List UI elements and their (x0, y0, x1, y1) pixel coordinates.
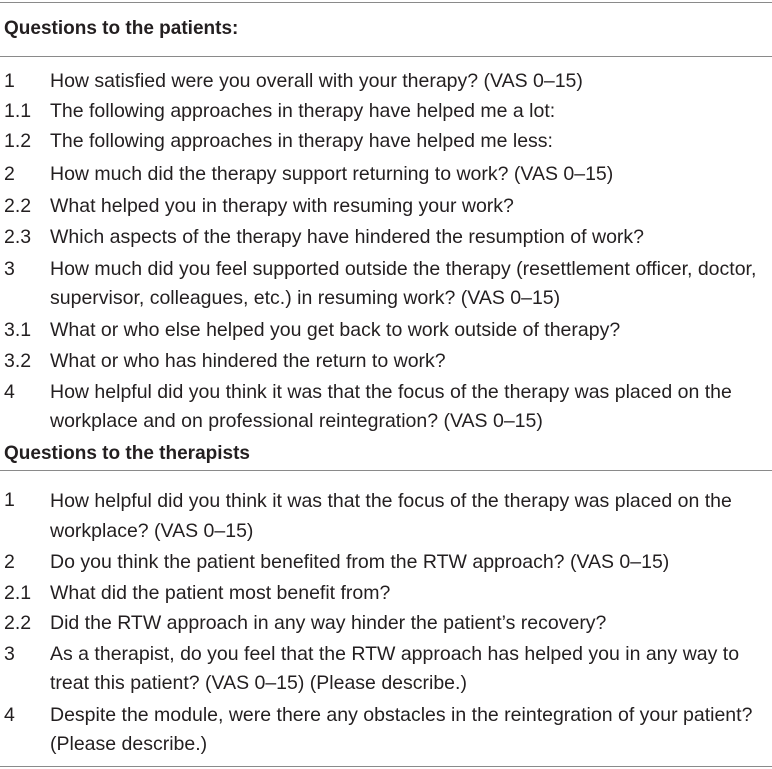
item-text: What or who has hindered the return to work? (50, 350, 446, 372)
item-number: 2.2 (4, 612, 32, 634)
item-number: 4 (4, 704, 15, 726)
item-number: 3.1 (4, 319, 32, 341)
item-text: The following approaches in therapy have helped me less: (50, 130, 553, 152)
item-number: 1 (4, 70, 15, 92)
section-title-patients: Questions to the patients: (4, 18, 239, 39)
item-text: Despite the module, were there any obstacles in the reintegration of your patient? (Please describe.) (50, 704, 753, 755)
item-number: 2 (4, 551, 15, 573)
item-text: How helpful did you think it was that the focus of the therapy was placed on the workplace and on professional reintegration? (VAS 0–15) (50, 381, 732, 432)
item-text: What did the patient most benefit from? (50, 582, 391, 604)
item-number: 1.1 (4, 100, 32, 122)
section-title-therapists: Questions to the therapists (4, 443, 250, 464)
item-text: Did the RTW approach in any way hinder the patient’s recovery? (50, 612, 607, 634)
item-text: What helped you in therapy with resuming your work? (50, 195, 514, 217)
item-text: The following approaches in therapy have helped me a lot: (50, 100, 556, 122)
item-number: 3.2 (4, 350, 32, 372)
item-number: 2.3 (4, 226, 32, 248)
section-rule-therapists (0, 470, 772, 471)
item-number: 4 (4, 381, 15, 403)
section-rule-patients (0, 56, 772, 57)
item-number: 2.2 (4, 195, 32, 217)
item-number: 3 (4, 643, 15, 665)
item-number: 3 (4, 258, 15, 280)
item-text: How helpful did you think it was that the focus of the therapy was placed on the workplace? (VAS 0–15) (50, 490, 732, 542)
table-bottom-rule (0, 766, 772, 767)
item-text: Do you think the patient benefited from the RTW approach? (VAS 0–15) (50, 551, 670, 573)
item-number: 2 (4, 163, 15, 185)
item-text: How much did the therapy support returning to work? (VAS 0–15) (50, 163, 614, 185)
item-text: How satisfied were you overall with your therapy? (VAS 0–15) (50, 70, 583, 92)
item-text: What or who else helped you get back to work outside of therapy? (50, 319, 621, 341)
table-top-rule (0, 2, 772, 3)
item-number: 1 (4, 489, 15, 511)
item-text: Which aspects of the therapy have hindered the resumption of work? (50, 226, 644, 248)
item-number: 1.2 (4, 130, 32, 152)
item-text: As a therapist, do you feel that the RTW approach has helped you in any way to treat this patient? (VAS 0–15) (Please describe.) (50, 643, 740, 694)
item-text: How much did you feel supported outside the therapy (resettlement officer, doctor, supervisor, colleagues, etc.) in resuming work? (VAS 0–15) (50, 258, 757, 309)
item-number: 2.1 (4, 582, 32, 604)
